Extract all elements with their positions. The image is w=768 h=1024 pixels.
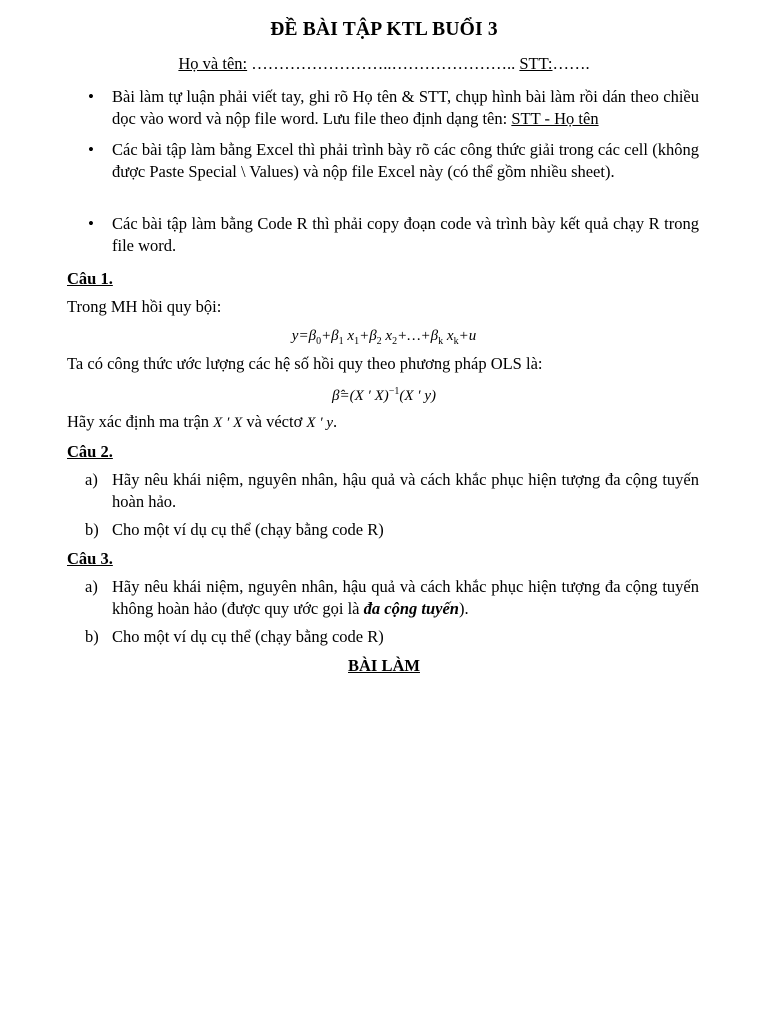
item-text: Hãy nêu khái niệm, nguyên nhân, hậu quả và cách khắc phục hiện tượng đa cộng tuyến hoàn hảo. — [112, 470, 699, 511]
answer-section-heading: BÀI LÀM — [348, 656, 420, 675]
question-1-heading: Câu 1. — [67, 269, 113, 288]
name-stt-line — [0, 53, 768, 75]
item-text: Cho một ví dụ cụ thể (chạy bằng code R) — [112, 520, 384, 539]
item-text: Cho một ví dụ cụ thể (chạy bằng code R) — [112, 627, 384, 646]
document-title: ĐỀ BÀI TẬP KTL BUỔI 3 — [270, 19, 498, 40]
ols-estimator-formula: β̂=(X ′ X)$^{-1}$(X ′ y) — [332, 386, 436, 404]
bullet-dot: • — [88, 214, 94, 233]
bold-term: đa cộng tuyến — [363, 599, 459, 618]
ols-text: Ta có công thức ước lượng các hệ số hồi quy theo phương pháp OLS là: — [67, 354, 543, 373]
bullet-text: Các bài tập làm bằng Code R thì phải copy đoạn code và trình bày kết quả chạy R trong file word. — [112, 214, 699, 255]
item-label: a) — [85, 577, 98, 596]
item-text: Hãy nêu khái niệm, nguyên nhân, hậu quả và cách khắc phục hiện tượng đa cộng tuyến không hoàn hảo (được quy ước gọi là đa cộng tuyến). — [112, 577, 699, 618]
bullet-dot: • — [88, 140, 94, 159]
item-label: b) — [85, 520, 99, 539]
question-3-heading: Câu 3. — [67, 549, 113, 568]
bullet-text: Bài làm tự luận phải viết tay, ghi rõ Họ tên & STT, chụp hình bài làm rồi dán theo chiều dọc vào word và nộp file word. Lưu file theo định dạng tên: STT - Họ tên — [112, 87, 699, 128]
file-name-format: STT - Họ tên — [511, 109, 599, 128]
item-label: a) — [85, 470, 98, 489]
question-1-intro: Trong MH hồi quy bội: — [67, 297, 222, 316]
stt-dots: ……. — [552, 54, 590, 73]
item-label: b) — [85, 627, 99, 646]
bullet-dot: • — [88, 87, 94, 106]
question-2-heading: Câu 2. — [67, 442, 113, 461]
stt-label: STT: — [519, 54, 553, 73]
bullet-text: Các bài tập làm bằng Excel thì phải trình bày rõ các công thức giải trong các cell (không được Paste Special \ Values) và nộp file Excel này (có thể gồm nhiều sheet). — [112, 140, 699, 181]
name-label: Họ và tên: — [178, 54, 248, 73]
question-1-ask: Hãy xác định ma trận X ′ X và véctơ X ′ y. — [67, 412, 338, 431]
name-dots: ……………………..………………….. — [247, 54, 520, 73]
regression-equation: $y=\beta_0+\beta_1$ $x_1+\beta_2$ $x_2+\dots+\beta_k$ $x_k+u$ — [291, 328, 477, 347]
